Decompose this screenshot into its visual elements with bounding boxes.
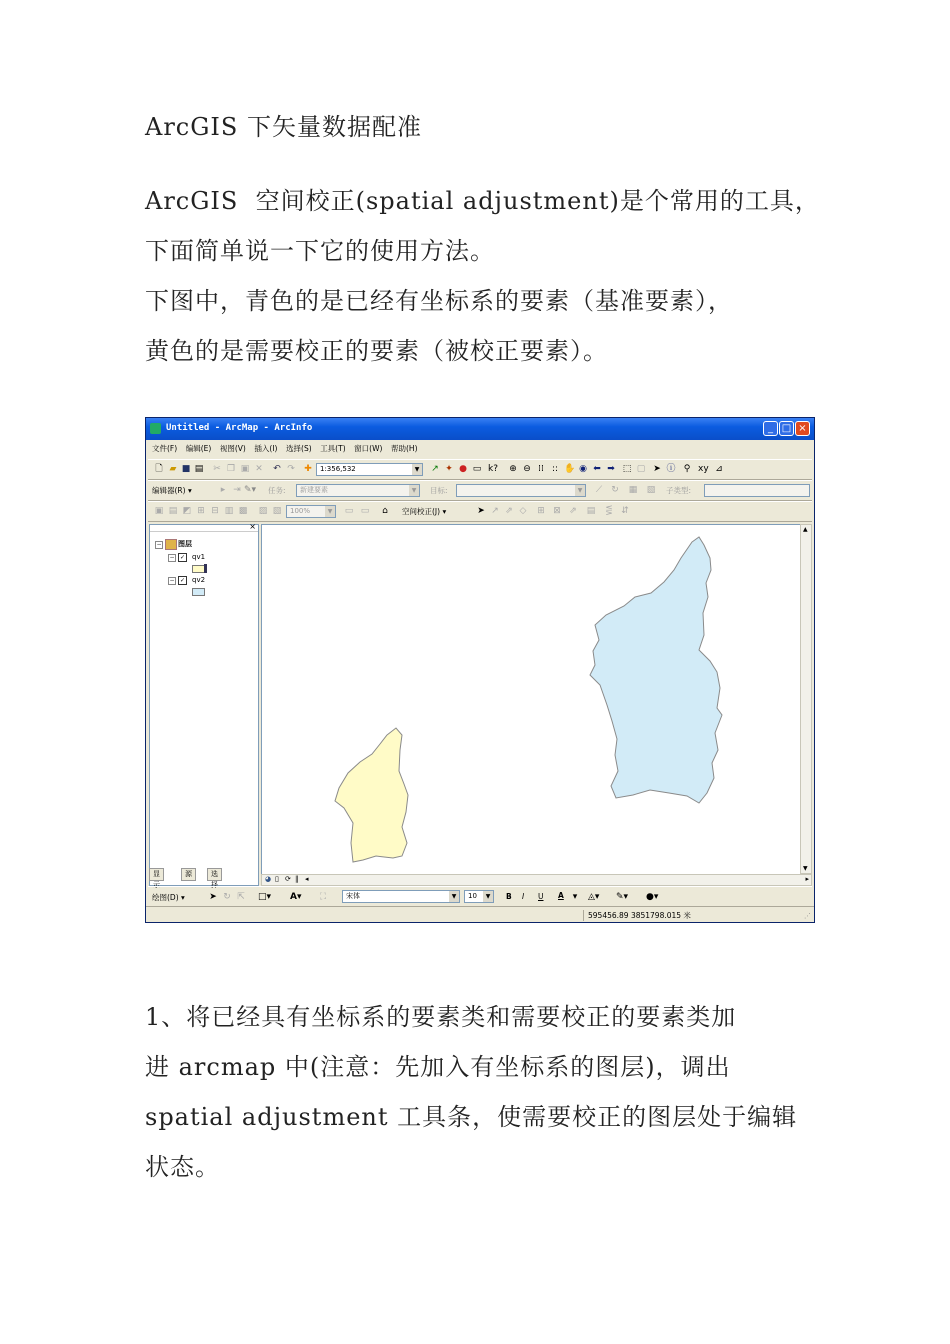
menu-view[interactable]: 视图(V)	[219, 444, 246, 453]
step1-line: 进 arcmap 中(注意：先加入有坐标系的图层)，调出	[145, 1053, 731, 1081]
italic-button[interactable]: I	[522, 892, 525, 901]
georef-icon[interactable]: ▣	[154, 506, 164, 516]
tab-selection[interactable]: 选择	[207, 868, 222, 881]
measure-icon[interactable]: ⊿	[715, 464, 723, 474]
layer-icon[interactable]: ▤	[168, 506, 178, 516]
draw-toolbar	[148, 886, 812, 907]
scroll-up-icon[interactable]: ▲	[803, 526, 808, 533]
target-combo[interactable]	[456, 484, 586, 497]
attribute-transfer-icon[interactable]: ⇵	[621, 506, 629, 516]
spatial-adjustment-menu[interactable]: 空间校正(J) ▾	[402, 507, 447, 516]
menu-selection[interactable]: 选择(S)	[286, 444, 312, 453]
window-icon[interactable]: ▭	[472, 464, 482, 474]
limited-area-icon[interactable]: ⊠	[553, 506, 561, 516]
menu-insert[interactable]: 插入(I)	[254, 444, 278, 453]
resize-grip-icon: ⋰	[804, 912, 811, 920]
fixed-zoom-in-icon[interactable]: ⁞⁞	[538, 464, 544, 474]
editor-toolbar-icon[interactable]: ↗	[431, 464, 439, 474]
step1-line: 状态。	[145, 1153, 220, 1181]
redo-icon[interactable]: ↷	[287, 464, 295, 474]
step1-line: 1、将已经具有坐标系的要素类和需要校正的要素类加	[145, 1003, 737, 1031]
underline-button[interactable]: U	[538, 892, 544, 901]
select-arrow-icon[interactable]: ➤	[477, 506, 485, 516]
data-view-icon[interactable]: ◕	[265, 875, 272, 883]
font-combo[interactable]	[342, 890, 460, 903]
save-icon[interactable]: ■	[181, 464, 191, 474]
edge-match-icon[interactable]: ⋚	[605, 506, 613, 516]
clear-selection-icon[interactable]: ▢	[636, 464, 646, 474]
split-tool-icon[interactable]: ⟋	[595, 485, 603, 495]
target-label: 目标:	[430, 486, 448, 495]
chevron-down-icon: ▼	[412, 464, 422, 475]
image-icon[interactable]: ▨	[258, 506, 268, 516]
grid2-icon[interactable]: ⊟	[211, 506, 219, 516]
task-combo[interactable]	[296, 484, 420, 497]
fixed-zoom-out-icon[interactable]: ::	[551, 464, 559, 474]
multi-link-icon[interactable]: ◇	[519, 506, 527, 516]
chevron-down-icon[interactable]: ▾	[572, 892, 578, 902]
collapse-icon[interactable]: −	[169, 577, 175, 584]
intro-line: 下面简单说一下它的使用方法。	[145, 237, 495, 265]
select-elements-icon[interactable]: ➤	[653, 464, 661, 474]
document-title: ArcGIS 下矢量数据配准	[145, 113, 422, 141]
zoom-combo[interactable]	[286, 505, 336, 518]
yellow-adjust-polygon[interactable]	[335, 728, 408, 862]
zoom-whole-page-icon[interactable]: ⇱	[237, 892, 245, 902]
full-extent-icon[interactable]: ◉	[579, 464, 587, 474]
scroll-left-icon[interactable]: ◂	[305, 875, 309, 883]
image2-icon[interactable]: ▧	[272, 506, 282, 516]
chevron-down-icon: ▼	[483, 891, 493, 902]
cursor-mark	[204, 564, 207, 573]
task-value: 新建要素	[300, 486, 328, 494]
page2-icon[interactable]: ▭	[360, 506, 370, 516]
refresh-icon[interactable]: ⟳	[285, 875, 291, 883]
sketch-properties-icon[interactable]: ▧	[646, 485, 656, 495]
layer-checkbox[interactable]: ✓	[179, 577, 186, 584]
clear-area-icon[interactable]: ⇗	[569, 506, 577, 516]
arcmap-app-icon	[150, 423, 161, 434]
new-icon[interactable]: 🗋	[155, 464, 163, 474]
scroll-right-icon[interactable]: ▸	[805, 875, 809, 883]
table-of-contents	[149, 524, 259, 886]
intro-line: 黄色的是需要校正的要素（被校正要素）。	[145, 337, 608, 365]
layer-symbol-cyan[interactable]	[192, 588, 205, 596]
print-icon[interactable]: ▤	[194, 464, 204, 474]
view-icon[interactable]: ▩	[238, 506, 248, 516]
edit-tool-icon[interactable]: ▸	[220, 485, 226, 495]
intro-line: ArcGIS 空间校正(spatial adjustment)是个常用的工具，	[145, 187, 820, 215]
font-size-value: 10	[468, 892, 477, 900]
map-canvas	[262, 525, 800, 875]
arctoolbox-icon[interactable]: ✦	[445, 464, 453, 474]
pause-icon[interactable]: ‖	[295, 875, 299, 883]
layers-folder-icon	[165, 539, 177, 550]
chevron-down-icon: ▼	[409, 485, 419, 496]
zoom-value: 100%	[290, 507, 311, 515]
undo-icon[interactable]: ↶	[273, 464, 281, 474]
chevron-down-icon: ▼	[449, 891, 459, 902]
rotate-icon[interactable]: ↻	[223, 892, 231, 902]
menu-help[interactable]: 帮助(H)	[391, 444, 418, 453]
status-coordinates: 595456.89 3851798.015 米	[583, 910, 691, 921]
horizontal-scrollbar[interactable]	[261, 874, 812, 886]
rotate-tool-icon[interactable]: ↻	[611, 485, 619, 495]
bold-button[interactable]: B	[506, 892, 512, 901]
font-size-combo[interactable]	[464, 890, 494, 903]
layer-name[interactable]: qv2	[192, 576, 206, 584]
scroll-down-icon[interactable]: ▼	[803, 865, 808, 872]
modify-link-icon[interactable]: ⇗	[505, 506, 513, 516]
arcmap-screenshot	[145, 417, 815, 923]
maximize-button[interactable]: □	[779, 421, 794, 436]
fill-color-icon[interactable]: ◬▾	[588, 892, 600, 902]
open-icon[interactable]: ▰	[169, 464, 177, 474]
font-color-button[interactable]: A	[558, 891, 564, 900]
layer-name[interactable]: qv1	[192, 553, 206, 561]
identify-icon[interactable]: ⓘ	[666, 464, 676, 474]
window-title: Untitled - ArcMap - ArcInfo	[166, 423, 313, 433]
forward-extent-icon[interactable]: ➡	[607, 464, 615, 474]
zoom-in-icon[interactable]: ⊕	[509, 464, 517, 474]
zoom-out-icon[interactable]: ⊖	[523, 464, 531, 474]
sketch-tool-icon[interactable]: ✎▾	[244, 485, 257, 495]
menu-file[interactable]: 文件(F)	[152, 444, 178, 453]
editor-toolbar	[148, 480, 812, 501]
back-extent-icon[interactable]: ⬅	[593, 464, 601, 474]
menu-window[interactable]: 窗口(W)	[354, 444, 383, 453]
menu-bar	[146, 440, 814, 458]
select-elements-icon[interactable]: ➤	[209, 892, 217, 902]
menu-edit[interactable]: 编辑(E)	[185, 444, 212, 453]
vertical-scrollbar[interactable]	[800, 524, 812, 874]
collapse-icon[interactable]: −	[169, 554, 175, 561]
intro-paragraph	[145, 176, 825, 376]
subtype-combo[interactable]	[704, 484, 810, 497]
table-icon[interactable]: ▥	[224, 506, 234, 516]
map-view[interactable]	[261, 524, 801, 876]
minimize-button[interactable]: _	[763, 421, 778, 436]
marker-color-icon[interactable]: ●▾	[646, 892, 659, 902]
go-to-xy-icon[interactable]: xy	[698, 464, 709, 474]
close-button[interactable]: ×	[795, 421, 810, 436]
spatial-adjustment-toolbar	[148, 501, 812, 522]
cut-icon[interactable]: ✂	[213, 464, 221, 474]
attributes-icon[interactable]: ▦	[628, 485, 638, 495]
find-icon[interactable]: ⚲	[683, 464, 691, 474]
drawing-menu[interactable]: 绘图(D) ▾	[152, 893, 185, 902]
edit-annotation-icon[interactable]: ⇥	[233, 485, 241, 495]
grid-icon[interactable]: ⊞	[197, 506, 205, 516]
delete-icon[interactable]: ✕	[255, 464, 263, 474]
map-scale-value: 1:356,532	[320, 465, 356, 473]
pan-icon[interactable]: ✋	[564, 464, 576, 474]
intro-line: 下图中，青色的是已经有坐标系的要素（基准要素），	[145, 287, 733, 315]
standard-toolbar	[148, 459, 812, 480]
edit-vertices-icon[interactable]: ⛶	[319, 892, 327, 902]
map-scale-combo[interactable]	[316, 463, 423, 476]
menu-tools[interactable]: 工具(T)	[320, 444, 346, 453]
task-label: 任务:	[268, 486, 286, 495]
cyan-base-polygon[interactable]	[590, 537, 722, 803]
page-icon[interactable]: ▭	[344, 506, 354, 516]
step1-line: spatial adjustment 工具条，使需要校正的图层处于编辑	[145, 1103, 798, 1131]
link-table-icon[interactable]: ▤	[586, 506, 596, 516]
rectangle-icon[interactable]: □▾	[258, 892, 272, 902]
paste-icon[interactable]: ▣	[240, 464, 250, 474]
identity-link-icon[interactable]: ⊞	[537, 506, 545, 516]
rotate-icon[interactable]: ◩	[182, 506, 192, 516]
tab-display[interactable]: 显示	[149, 868, 164, 881]
close-icon[interactable]: ×	[249, 522, 256, 531]
copy-icon[interactable]: ❐	[226, 464, 236, 474]
collapse-icon[interactable]: −	[156, 541, 162, 548]
step1-paragraph	[145, 992, 825, 1192]
whats-this-icon[interactable]: k?	[488, 464, 498, 474]
chevron-down-icon: ▼	[575, 485, 585, 496]
lock-icon[interactable]: ⌂	[382, 506, 388, 516]
arccatalog-icon[interactable]: ●	[459, 464, 467, 474]
new-displacement-link-icon[interactable]: ↗	[491, 506, 499, 516]
line-color-icon[interactable]: ✎▾	[616, 892, 629, 902]
toc-root-label[interactable]: 图层	[178, 540, 192, 548]
new-text-icon[interactable]: A▾	[290, 892, 302, 902]
editor-menu[interactable]: 编辑器(R) ▾	[152, 486, 192, 495]
add-data-icon[interactable]: ✚	[304, 464, 312, 474]
layout-view-icon[interactable]: ▯	[275, 875, 279, 883]
toc-header	[150, 522, 258, 532]
tab-source[interactable]: 源	[181, 868, 196, 881]
font-value: 宋体	[346, 892, 360, 900]
status-bar	[146, 906, 814, 923]
select-features-icon[interactable]: ⬚	[622, 464, 632, 474]
subtype-label: 子类型:	[666, 486, 692, 495]
window-titlebar	[146, 418, 814, 440]
chevron-down-icon: ▼	[325, 506, 335, 517]
layer-checkbox[interactable]: ✓	[179, 554, 186, 561]
